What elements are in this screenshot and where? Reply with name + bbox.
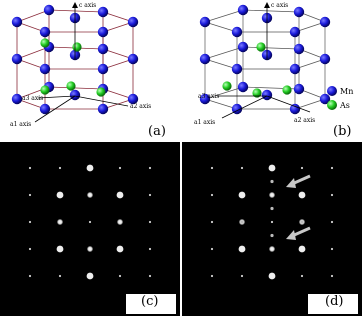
superlattice-spot xyxy=(270,180,273,183)
mn-atom xyxy=(98,104,108,114)
diffraction-spot xyxy=(29,167,31,169)
diffraction-spot xyxy=(119,167,121,169)
diffraction-spot xyxy=(211,194,213,196)
diffraction-spot xyxy=(149,194,151,196)
diffraction-spot xyxy=(87,192,93,198)
diffraction-spot xyxy=(331,275,333,277)
mn-atom xyxy=(98,27,108,37)
mn-atom xyxy=(320,17,330,27)
diffraction-spot xyxy=(211,248,213,250)
mn-legend-sphere xyxy=(327,86,337,96)
diffraction-spot xyxy=(269,192,275,198)
superlattice-spot xyxy=(300,220,303,223)
diffraction-spot xyxy=(87,165,94,172)
diffraction-spot xyxy=(57,192,64,199)
diffraction-spot xyxy=(269,273,276,280)
diffraction-pattern-d xyxy=(182,142,362,316)
superlattice-spot xyxy=(240,220,243,223)
diffraction-spot xyxy=(301,167,303,169)
mn-atom xyxy=(98,7,108,17)
mn-legend-label: Mn xyxy=(340,87,354,96)
panel-label-c: (c) xyxy=(141,294,159,309)
as-legend-label: As xyxy=(340,101,350,110)
diffraction-spot xyxy=(269,246,275,252)
mn-atom xyxy=(232,64,242,74)
as-atom xyxy=(40,38,49,47)
mn-atom xyxy=(128,17,138,27)
diffraction-spot xyxy=(57,219,63,225)
diffraction-spot xyxy=(117,246,124,253)
mn-atom xyxy=(320,54,330,64)
as-atom xyxy=(72,42,81,51)
crystal-structure-b xyxy=(182,0,362,140)
a3-axis-label-a: a3 axis xyxy=(22,95,44,102)
superlattice-spot xyxy=(270,207,273,210)
diffraction-spot xyxy=(331,221,333,223)
diffraction-spot xyxy=(149,167,151,169)
mn-atom xyxy=(290,64,300,74)
mn-atom xyxy=(44,5,54,15)
diffraction-spot xyxy=(59,275,61,277)
diffraction-spot xyxy=(149,275,151,277)
superlattice-spot xyxy=(270,234,273,237)
as-atom xyxy=(96,87,105,96)
diffraction-spot xyxy=(117,192,124,199)
mn-atom xyxy=(98,44,108,54)
diffraction-pattern-c xyxy=(0,142,180,316)
diffraction-spot xyxy=(331,248,333,250)
diffraction-spot xyxy=(57,246,64,253)
mn-atom xyxy=(232,27,242,37)
as-atom xyxy=(66,81,75,90)
diffraction-spot xyxy=(29,194,31,196)
mn-atom xyxy=(294,84,304,94)
mn-atom xyxy=(238,82,248,92)
mn-atom xyxy=(238,5,248,15)
as-atom xyxy=(222,81,231,90)
c-axis-label-b: c axis xyxy=(271,2,289,9)
mn-atom xyxy=(290,27,300,37)
diffraction-spot xyxy=(29,275,31,277)
diffraction-spot xyxy=(211,221,213,223)
mn-atom xyxy=(294,44,304,54)
a1-axis-label-b: a1 axis xyxy=(194,119,216,126)
a1-axis-label-a: a1 axis xyxy=(10,121,32,128)
diffraction-spot xyxy=(239,192,246,199)
diffraction-spot xyxy=(87,273,94,280)
panel-label-d: (d) xyxy=(325,294,344,309)
diffraction-spot xyxy=(117,219,123,225)
diffraction-spot xyxy=(119,275,121,277)
diffraction-spot xyxy=(241,167,243,169)
mn-atom xyxy=(200,17,210,27)
diffraction-spot xyxy=(149,248,151,250)
diffraction-spot xyxy=(299,192,306,199)
panel-label-a: (a) xyxy=(148,124,166,139)
diffraction-spot xyxy=(211,167,213,169)
mn-atom xyxy=(12,54,22,64)
diffraction-spot xyxy=(299,246,306,253)
diffraction-spot xyxy=(331,167,333,169)
diffraction-spot xyxy=(29,248,31,250)
diffraction-spot xyxy=(301,275,303,277)
diffraction-spot xyxy=(59,167,61,169)
diffraction-spot xyxy=(211,275,213,277)
c-axis-label-a: c axis xyxy=(79,2,97,9)
diffraction-spot xyxy=(239,246,246,253)
mn-atom xyxy=(40,64,50,74)
mn-atom xyxy=(40,27,50,37)
crystal-structure-a xyxy=(0,0,180,140)
diffraction-spot xyxy=(241,275,243,277)
mn-atom xyxy=(12,94,22,104)
diffraction-spot xyxy=(29,221,31,223)
mn-atom xyxy=(262,90,272,100)
as-atom xyxy=(40,85,49,94)
diffraction-spot xyxy=(89,221,91,223)
a2-axis-label-b: a2 axis xyxy=(294,117,316,124)
mn-atom xyxy=(294,7,304,17)
a2-axis-label-a: a2 axis xyxy=(130,103,152,110)
mn-atom xyxy=(200,54,210,64)
diffraction-spot xyxy=(269,165,276,172)
panel-label-b: (b) xyxy=(333,124,352,139)
mn-atom xyxy=(12,17,22,27)
as-atom xyxy=(256,42,265,51)
mn-atom xyxy=(128,54,138,64)
a3-axis-label-b: a3 axis xyxy=(198,93,220,100)
as-atom xyxy=(282,85,291,94)
as-legend-sphere xyxy=(327,100,337,110)
diffraction-spot xyxy=(87,246,93,252)
diffraction-spot xyxy=(149,221,151,223)
mn-atom xyxy=(238,42,248,52)
diffraction-spot xyxy=(331,194,333,196)
mn-atom xyxy=(98,64,108,74)
mn-atom xyxy=(40,104,50,114)
diffraction-spot xyxy=(271,221,273,223)
